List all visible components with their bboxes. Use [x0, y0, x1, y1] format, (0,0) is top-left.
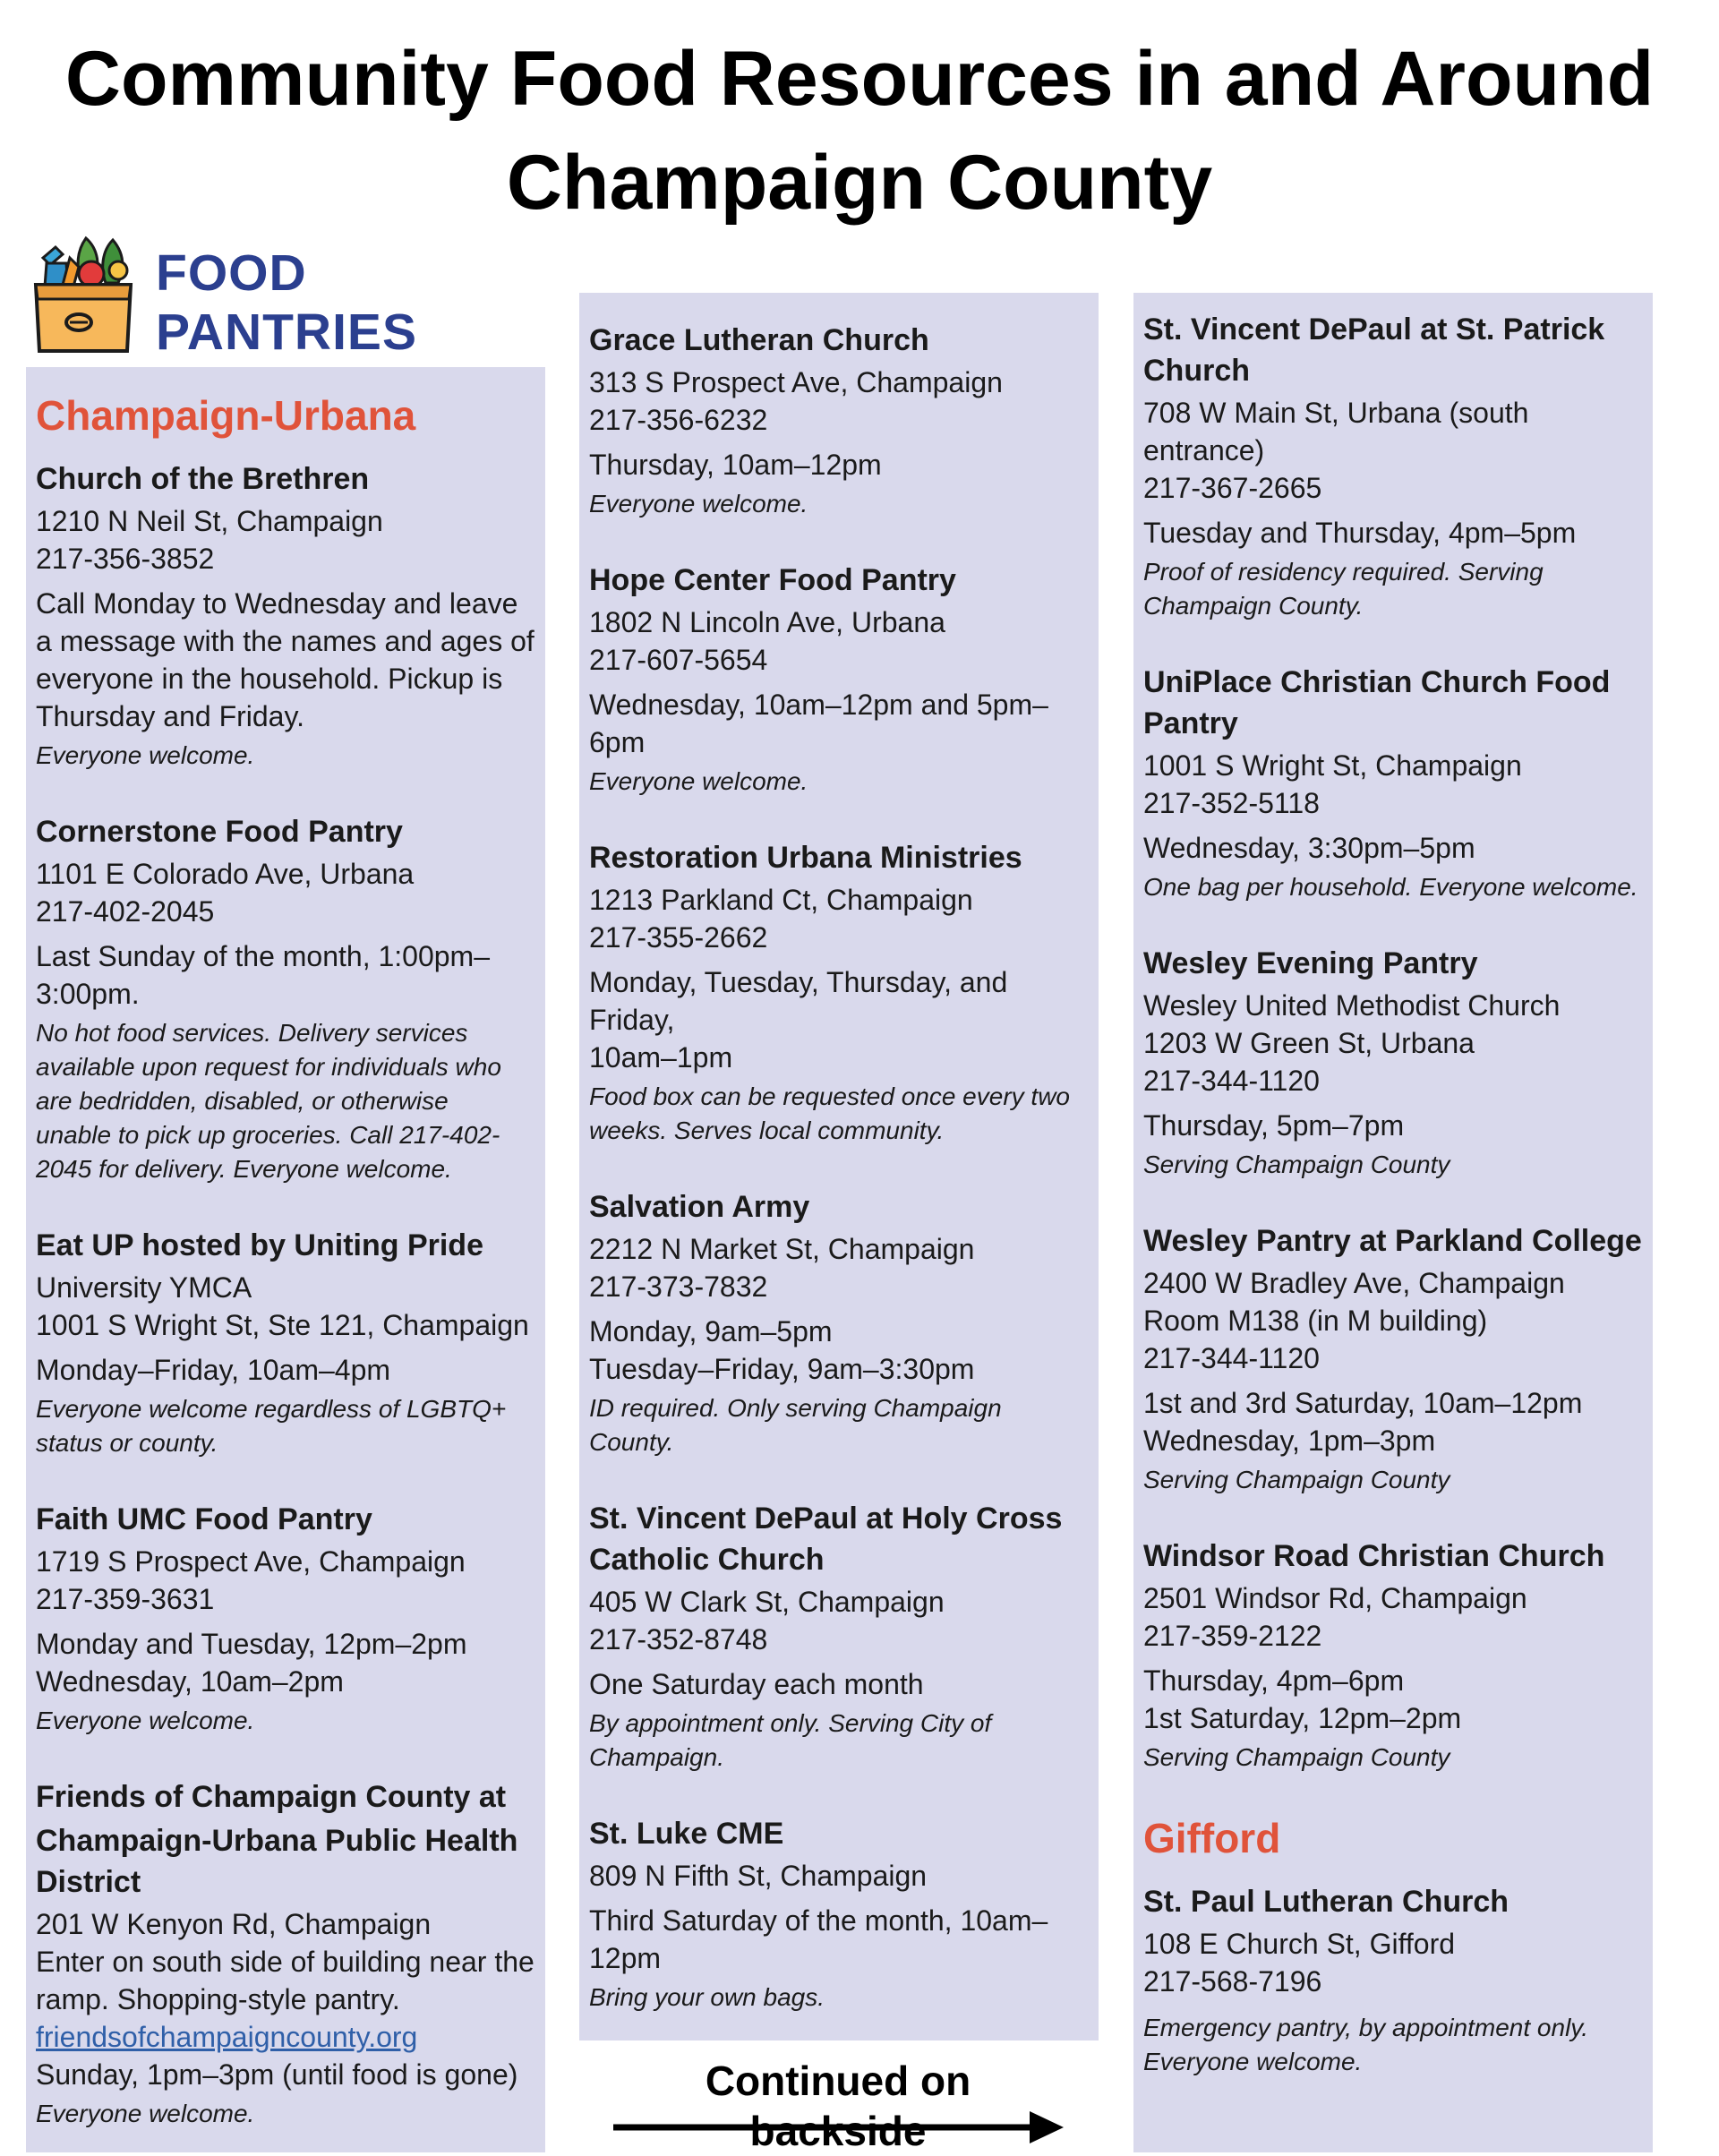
- pantry-schedule: Thursday, 4pm–6pm: [1143, 1664, 1405, 1697]
- pantry-entry: [1143, 309, 1646, 623]
- pantry-schedule: 1st Saturday, 12pm–2pm: [1143, 1702, 1462, 1734]
- pantry-address: 809 N Fifth St, Champaign: [589, 1860, 928, 1892]
- pantry-phone: 217-607-5654: [589, 644, 768, 676]
- pantry-entry: [589, 320, 1091, 521]
- pantry-name: Church of the Brethren: [36, 462, 370, 496]
- pantry-entry: [36, 458, 538, 773]
- column-3-panel: [1133, 293, 1653, 2152]
- pantry-entry: [589, 837, 1091, 1148]
- pantry-name: St. Vincent DePaul at Holy Cross: [589, 1502, 1063, 1536]
- pantry-name: Church: [1143, 354, 1250, 388]
- pantry-note: Champaign.: [589, 1743, 724, 1771]
- pantry-note: Proof of residency required. Serving: [1143, 558, 1544, 586]
- pantry-note: are bedridden, disabled, or otherwise: [36, 1087, 449, 1115]
- pantry-entry: [36, 1225, 538, 1460]
- pantry-directions: Enter on south side of building near the: [36, 1946, 535, 1978]
- pantry-note: Everyone welcome.: [36, 1707, 255, 1734]
- pantry-note: Food box can be requested once every two: [589, 1082, 1071, 1110]
- pantry-note: ID required. Only serving Champaign County.: [589, 1394, 1002, 1456]
- pantry-note: Champaign County.: [1143, 592, 1364, 620]
- pantry-note: Everyone welcome.: [589, 767, 808, 795]
- pantry-schedule: Monday, Tuesday, Thursday, and Friday,: [589, 966, 1008, 1036]
- pantry-note: Serving Champaign County: [1143, 1466, 1450, 1493]
- pantry-phone: 217-373-7832: [589, 1270, 768, 1303]
- pantry-address: 2501 Windsor Rd, Champaign: [1143, 1582, 1527, 1614]
- pantry-phone: 217-352-8748: [589, 1623, 768, 1656]
- page-title-line-1: Community Food Resources in and Around: [64, 36, 1655, 122]
- food-pantries-heading-line-2: PANTRIES: [156, 304, 417, 361]
- pantry-phone: 217-355-2662: [589, 921, 768, 954]
- pantry-note: unable to pick up groceries. Call 217-402-: [36, 1121, 500, 1149]
- pantry-address: 313 S Prospect Ave, Champaign: [589, 366, 1003, 398]
- column-1-panel: [26, 367, 545, 2152]
- pantry-address: 1210 N Neil St, Champaign: [36, 505, 383, 537]
- pantry-address: 2400 W Bradley Ave, Champaign: [1143, 1267, 1565, 1299]
- pantry-name: Faith UMC Food Pantry: [36, 1502, 372, 1536]
- pantry-name: Hope Center Food Pantry: [589, 563, 956, 597]
- pantry-room: Room M138 (in M building): [1143, 1305, 1488, 1337]
- pantry-phone: 217-356-3852: [36, 543, 215, 575]
- pantry-name: St. Vincent DePaul at St. Patrick: [1143, 312, 1605, 346]
- pantry-entry: [589, 1813, 1091, 2015]
- region-heading: Champaign-Urbana: [36, 392, 416, 439]
- pantry-address: 708 W Main St, Urbana (south entrance): [1143, 397, 1529, 466]
- pantry-schedule: Thursday, 5pm–7pm: [1143, 1109, 1405, 1142]
- pantry-schedule: 6pm: [589, 726, 646, 758]
- pantry-website-link[interactable]: friendsofchampaigncounty.org: [36, 2021, 418, 2053]
- pantry-phone: 217-568-7196: [1143, 1965, 1322, 1998]
- pantry-phone: 217-352-5118: [1143, 787, 1320, 819]
- pantry-phone: 217-359-2122: [1143, 1620, 1322, 1652]
- pantry-note: Everyone welcome.: [1143, 2048, 1363, 2075]
- food-pantries-heading: [156, 244, 417, 362]
- pantry-schedule: Call Monday to Wednesday and leave: [36, 587, 518, 620]
- pantry-note: By appointment only. Serving City of: [589, 1709, 992, 1737]
- pantry-name: Salvation Army: [589, 1190, 810, 1224]
- pantry-schedule: 1st and 3rd Saturday, 10am–12pm: [1143, 1387, 1583, 1419]
- pantry-address: 405 W Clark St, Champaign: [589, 1586, 945, 1618]
- pantry-address: 1203 W Green St, Urbana: [1143, 1027, 1475, 1059]
- pantry-phone: 217-344-1120: [1143, 1065, 1320, 1097]
- pantry-note: Everyone welcome regardless of LGBTQ+: [36, 1395, 507, 1423]
- pantry-address: 201 W Kenyon Rd, Champaign: [36, 1908, 432, 1940]
- pantry-name: St. Luke CME: [589, 1817, 784, 1851]
- pantry-note: One bag per household. Everyone welcome.: [1143, 873, 1638, 901]
- pantry-note: Serving Champaign County: [1143, 1151, 1450, 1178]
- pantry-address: 1802 N Lincoln Ave, Urbana: [589, 606, 945, 638]
- pantry-entry: [1143, 943, 1646, 1182]
- pantry-name: Wesley Evening Pantry: [1143, 946, 1478, 980]
- pantry-schedule: 10am–1pm: [589, 1041, 733, 1074]
- pantry-schedule: Sunday, 1pm–3pm (until food is gone): [36, 2058, 518, 2091]
- pantry-name: Eat UP hosted by Uniting Pride: [36, 1228, 483, 1262]
- pantry-name: Cornerstone Food Pantry: [36, 815, 403, 849]
- pantry-entry: [589, 1498, 1091, 1775]
- pantry-entry: [1143, 662, 1646, 904]
- pantry-schedule: Monday, 9am–5pm: [589, 1315, 833, 1348]
- pantry-name: Catholic Church: [589, 1543, 825, 1577]
- pantry-schedule: 3:00pm.: [36, 978, 140, 1010]
- pantry-entry: [36, 1776, 538, 2131]
- pantry-phone: 217-356-6232: [589, 404, 768, 436]
- pantry-schedule: Wednesday, 10am–2pm: [36, 1665, 344, 1698]
- pantry-entry: [36, 811, 538, 1186]
- page-title-line-2: Champaign County: [506, 140, 1213, 226]
- pantry-note: status or county.: [36, 1429, 218, 1457]
- pantry-schedule: Wednesday, 3:30pm–5pm: [1143, 832, 1475, 864]
- pantry-note: available upon request for individuals who: [36, 1053, 501, 1081]
- pantry-phone: 217-359-3631: [36, 1583, 215, 1615]
- pantry-name: Wesley Pantry at Parkland College: [1143, 1224, 1642, 1258]
- pantry-name: Restoration Urbana Ministries: [589, 841, 1022, 875]
- pantry-note: Emergency pantry, by appointment only.: [1143, 2014, 1588, 2041]
- region-heading: Gifford: [1143, 1815, 1281, 1861]
- pantry-schedule: Thursday and Friday.: [36, 700, 304, 732]
- pantry-entry: [589, 560, 1091, 799]
- pantry-address: 2212 N Market St, Champaign: [589, 1233, 975, 1265]
- pantry-schedule: Wednesday, 10am–12pm and 5pm–: [589, 689, 1048, 721]
- pantry-name: Champaign-Urbana Public Health: [36, 1824, 518, 1858]
- pantry-schedule: a message with the names and ages of: [36, 625, 535, 657]
- pantry-schedule: Tuesday and Thursday, 4pm–5pm: [1143, 517, 1577, 549]
- pantry-name: Friends of Champaign County at: [36, 1780, 507, 1814]
- pantry-note: Everyone welcome.: [589, 490, 808, 518]
- pantry-address: 1001 S Wright St, Ste 121, Champaign: [36, 1309, 529, 1341]
- food-pantries-heading-line-1: FOOD: [156, 244, 307, 302]
- pantry-schedule: everyone in the household. Pickup is: [36, 663, 503, 695]
- pantry-directions: ramp. Shopping-style pantry.: [36, 1983, 400, 2015]
- pantry-entry: [1143, 1881, 1646, 2079]
- pantry-address: 1001 S Wright St, Champaign: [1143, 749, 1522, 782]
- pantry-note: Serving Champaign County: [1143, 1743, 1450, 1771]
- pantry-note: No hot food services. Delivery services: [36, 1019, 468, 1047]
- right-arrow-icon: [613, 2109, 1065, 2145]
- pantry-schedule: 12pm: [589, 1942, 662, 1974]
- pantry-schedule: One Saturday each month: [589, 1668, 924, 1700]
- pantry-phone: 217-402-2045: [36, 895, 215, 928]
- pantry-address: 1213 Parkland Ct, Champaign: [589, 884, 973, 916]
- pantry-location: Wesley United Methodist Church: [1143, 989, 1561, 1022]
- pantry-name: UniPlace Christian Church Food: [1143, 665, 1611, 699]
- pantry-name: Windsor Road Christian Church: [1143, 1539, 1605, 1573]
- pantry-location: University YMCA: [36, 1271, 252, 1304]
- pantry-phone: 217-367-2665: [1143, 472, 1322, 504]
- pantry-entry: [1143, 1220, 1646, 1497]
- pantry-entry: [1143, 1536, 1646, 1775]
- pantry-schedule: Monday and Tuesday, 12pm–2pm: [36, 1628, 467, 1660]
- pantry-note: Everyone welcome.: [36, 741, 255, 769]
- pantry-schedule: Tuesday–Friday, 9am–3:30pm: [589, 1353, 975, 1385]
- pantry-phone: 217-344-1120: [1143, 1342, 1320, 1374]
- pantry-schedule: Thursday, 10am–12pm: [589, 449, 882, 481]
- pantry-address: 108 E Church St, Gifford: [1143, 1928, 1456, 1960]
- pantry-note: Everyone welcome.: [36, 2100, 255, 2127]
- pantry-entry: [589, 1186, 1091, 1459]
- column-2-panel: [579, 293, 1099, 2040]
- pantry-note: 2045 for delivery. Everyone welcome.: [36, 1155, 452, 1183]
- pantry-schedule: Wednesday, 1pm–3pm: [1143, 1424, 1436, 1457]
- pantry-schedule: Last Sunday of the month, 1:00pm–: [36, 940, 490, 972]
- continued-on-backside-label: Continued on backside: [705, 2058, 971, 2154]
- pantry-name: District: [36, 1865, 141, 1899]
- pantry-name: St. Paul Lutheran Church: [1143, 1885, 1509, 1919]
- pantry-address: 1719 S Prospect Ave, Champaign: [36, 1545, 466, 1578]
- pantry-entry: [36, 1499, 538, 1738]
- pantry-address: 1101 E Colorado Ave, Urbana: [36, 858, 415, 890]
- pantry-note: weeks. Serves local community.: [589, 1116, 945, 1144]
- page-title: [0, 27, 1719, 235]
- pantry-name: Grace Lutheran Church: [589, 323, 929, 357]
- pantry-schedule: Third Saturday of the month, 10am–: [589, 1904, 1048, 1937]
- pantry-schedule: Monday–Friday, 10am–4pm: [36, 1354, 391, 1386]
- pantry-name: Pantry: [1143, 706, 1238, 740]
- grocery-bag-icon: [23, 231, 144, 356]
- pantry-note: Bring your own bags.: [589, 1983, 825, 2011]
